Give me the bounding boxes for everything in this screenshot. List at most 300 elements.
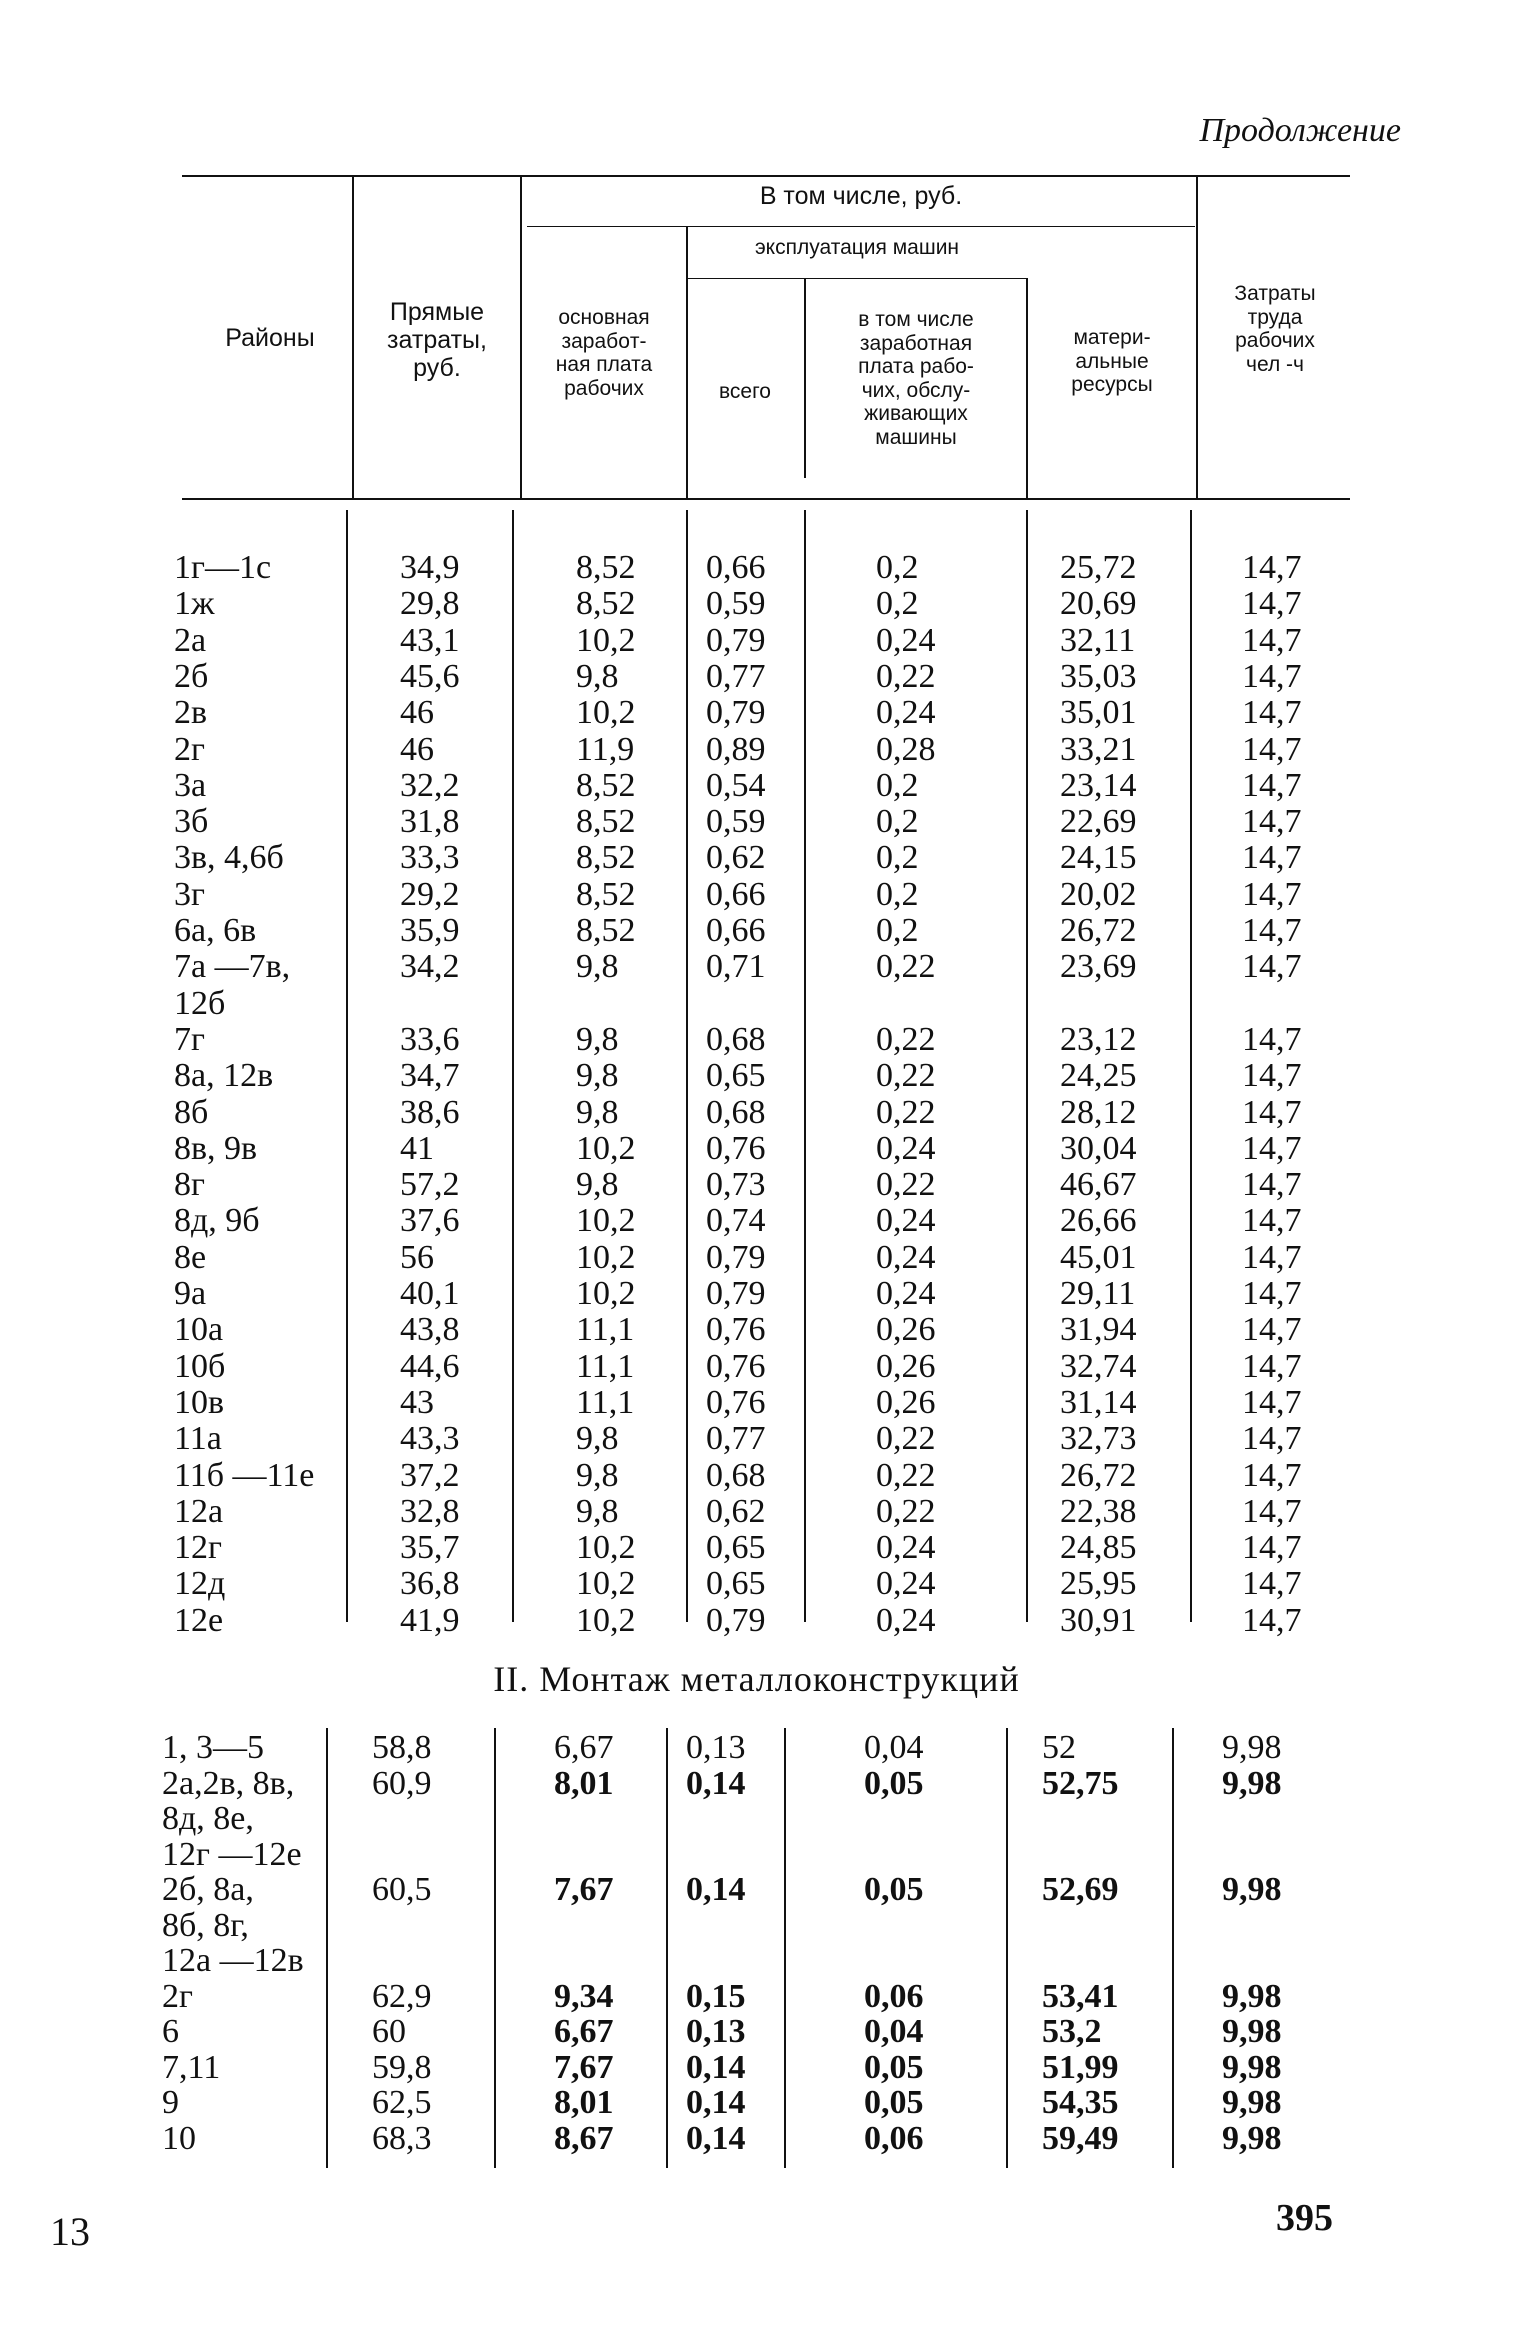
cell-region: 2а,2в, 8в, [162, 1764, 295, 1802]
table-row [174, 1566, 1374, 1602]
cell-mat: 53,41 [1042, 1977, 1119, 2015]
cell-region: 2б, 8а, [162, 1871, 254, 1908]
cell-wage: 8,52 [576, 912, 636, 949]
cell-direct: 60,5 [372, 1871, 432, 1908]
cell-region: 2г [174, 730, 205, 768]
cell-direct: 60,9 [372, 1764, 432, 1802]
cell-mwage: 0,24 [876, 694, 936, 732]
cell-region: 3б [174, 803, 209, 841]
table-row [174, 986, 1374, 1022]
cell-direct: 36,8 [400, 1565, 460, 1603]
cell-direct: 35,7 [400, 1529, 460, 1567]
hv-2 [520, 175, 522, 498]
cell-mwage: 0,24 [876, 1565, 936, 1603]
cell-mwage: 0,22 [876, 1093, 936, 1131]
cell-mwage: 0,22 [876, 1492, 936, 1530]
cell-direct: 37,2 [400, 1456, 460, 1494]
cell-mwage: 0,2 [876, 875, 919, 913]
cell-mwage: 0,22 [876, 1456, 936, 1494]
cell-all: 0,89 [706, 730, 766, 768]
cell-mat: 52 [1042, 1729, 1076, 1766]
cell-labor: 14,7 [1242, 875, 1302, 913]
cell-wage: 9,8 [576, 1456, 619, 1494]
cell-mwage: 0,05 [864, 1871, 924, 1908]
cell-labor: 9,98 [1222, 2013, 1282, 2050]
cell-mat: 22,38 [1060, 1492, 1137, 1530]
table-row [174, 1312, 1374, 1348]
cell-labor: 14,7 [1242, 1565, 1302, 1603]
cell-all: 0,65 [706, 1565, 766, 1603]
cell-all: 0,76 [706, 1383, 766, 1421]
cell-wage: 8,67 [554, 2119, 614, 2157]
cell-region: 7,11 [162, 2048, 221, 2086]
cell-mwage: 0,26 [876, 1311, 936, 1349]
table-row [174, 1022, 1374, 1058]
cell-wage: 11,1 [576, 1311, 635, 1349]
cell-region: 7г [174, 1020, 205, 1058]
cell-region: 10 [162, 2119, 196, 2157]
cell-region: 3г [174, 875, 205, 913]
cell-mat: 24,25 [1060, 1057, 1137, 1095]
cell-wage: 9,8 [576, 1093, 619, 1131]
cell-mat: 32,74 [1060, 1347, 1137, 1385]
cell-region: 10в [174, 1383, 225, 1421]
cell-all: 0,65 [706, 1057, 766, 1095]
header-regions: Районы [225, 324, 315, 352]
cell-mat: 30,91 [1060, 1601, 1137, 1639]
table-row [174, 1240, 1374, 1276]
table-row [174, 913, 1374, 949]
cell-direct: 43,3 [400, 1420, 460, 1458]
table-row [174, 550, 1374, 586]
cell-labor: 14,7 [1242, 1020, 1302, 1058]
header-labor: Затраты труда рабочих чел -ч [1234, 282, 1316, 376]
hv-5 [1026, 278, 1028, 498]
cell-labor: 14,7 [1242, 803, 1302, 841]
cell-direct: 68,3 [372, 2119, 432, 2157]
cell-direct: 62,9 [372, 1977, 432, 2015]
cell-all: 0,14 [686, 2084, 746, 2121]
cell-mwage: 0,24 [876, 1238, 936, 1276]
cell-all: 0,79 [706, 694, 766, 732]
cell-labor: 9,98 [1222, 1977, 1282, 2015]
cell-direct: 32,8 [400, 1492, 460, 1530]
table-row [162, 2050, 1362, 2086]
header-including-wage: в том числе заработная плата рабо- чих, обслу- живающих машины [858, 308, 974, 449]
cell-mwage: 0,24 [876, 1275, 936, 1312]
header-including: В том числе, руб. [759, 182, 963, 210]
cell-all: 0,66 [706, 549, 766, 586]
cell-wage: 8,01 [554, 1764, 614, 1802]
cell-region: 3а [174, 766, 207, 804]
cell-all: 0,65 [706, 1529, 766, 1567]
cell-mat: 20,69 [1060, 585, 1137, 623]
cell-labor: 9,98 [1222, 2119, 1282, 2157]
table-row [174, 1131, 1374, 1167]
cell-labor: 14,7 [1242, 1347, 1302, 1385]
cell-direct: 46 [400, 730, 434, 768]
cell-region: 8д, 9б [174, 1202, 260, 1240]
cell-region: 12а [174, 1492, 224, 1530]
cell-labor: 14,7 [1242, 1420, 1302, 1458]
table-row [174, 732, 1374, 768]
cell-all: 0,68 [706, 1456, 766, 1494]
cell-mwage: 0,05 [864, 1764, 924, 1802]
cell-labor: 14,7 [1242, 1529, 1302, 1567]
cell-region: 8а, 12в [174, 1057, 274, 1095]
table-row [162, 1979, 1362, 2015]
cell-mat: 52,75 [1042, 1764, 1119, 1802]
cell-region: 10а [174, 1311, 224, 1349]
cell-direct: 45,6 [400, 657, 460, 695]
cell-direct: 44,6 [400, 1347, 460, 1385]
cell-labor: 14,7 [1242, 948, 1302, 986]
cell-wage: 9,8 [576, 1057, 619, 1095]
cell-region: 1, 3—5 [162, 1729, 264, 1766]
table-row [162, 1766, 1362, 1802]
cell-mwage: 0,26 [876, 1383, 936, 1421]
table-row [174, 1603, 1374, 1639]
table-row [174, 1095, 1374, 1131]
cell-all: 0,68 [706, 1020, 766, 1058]
cell-mwage: 0,24 [876, 621, 936, 659]
cell-direct: 43,8 [400, 1311, 460, 1349]
hv-1 [352, 175, 354, 498]
cell-mwage: 0,04 [864, 2013, 924, 2050]
cell-region: 2а [174, 621, 207, 659]
cell-mat: 25,95 [1060, 1565, 1137, 1603]
table-row [162, 1943, 1362, 1979]
cell-mat: 20,02 [1060, 875, 1137, 913]
cell-all: 0,14 [686, 2048, 746, 2086]
cell-wage: 9,8 [576, 1020, 619, 1058]
header-all: всего [719, 380, 771, 403]
cell-mwage: 0,22 [876, 948, 936, 986]
table-row [174, 659, 1374, 695]
header-machines: эксплуатация машин [754, 236, 960, 259]
cell-all: 0,59 [706, 585, 766, 623]
hv-4 [804, 278, 806, 478]
cell-wage: 9,8 [576, 1492, 619, 1530]
cell-wage: 8,52 [576, 549, 636, 586]
table-row [174, 1458, 1374, 1494]
cell-region: 2г [162, 1977, 193, 2015]
cell-mwage: 0,04 [864, 1729, 924, 1766]
cell-labor: 14,7 [1242, 1093, 1302, 1131]
cell-all: 0,76 [706, 1129, 766, 1167]
cell-wage: 11,9 [576, 730, 635, 768]
cell-direct: 35,9 [400, 912, 460, 949]
header-materials: матери- альные ресурсы [1071, 326, 1153, 397]
cell-wage: 10,2 [576, 1275, 636, 1312]
cell-all: 0,79 [706, 1238, 766, 1276]
cell-mat: 32,73 [1060, 1420, 1137, 1458]
cell-mat: 28,12 [1060, 1093, 1137, 1131]
cell-labor: 14,7 [1242, 1166, 1302, 1204]
cell-wage: 10,2 [576, 1238, 636, 1276]
cell-mwage: 0,2 [876, 803, 919, 841]
cell-mat: 54,35 [1042, 2084, 1119, 2121]
cell-labor: 9,98 [1222, 1764, 1282, 1802]
header-bottom-rule [182, 498, 1350, 500]
cell-labor: 14,7 [1242, 730, 1302, 768]
table-row [174, 1276, 1374, 1312]
cell-labor: 14,7 [1242, 1383, 1302, 1421]
cell-mwage: 0,2 [876, 766, 919, 804]
table-row [174, 877, 1374, 913]
cell-direct: 46 [400, 694, 434, 732]
cell-direct: 58,8 [372, 1729, 432, 1766]
table-row [174, 695, 1374, 731]
cell-direct: 34,7 [400, 1057, 460, 1095]
cell-wage: 7,67 [554, 2048, 614, 2086]
cell-all: 0,79 [706, 621, 766, 659]
cell-labor: 14,7 [1242, 766, 1302, 804]
cell-mat: 46,67 [1060, 1166, 1137, 1204]
cell-all: 0,15 [686, 1977, 746, 2015]
table-row [174, 1058, 1374, 1094]
cell-region: 8в, 9в [174, 1129, 258, 1167]
cell-all: 0,62 [706, 839, 766, 877]
cell-direct: 29,2 [400, 875, 460, 913]
cell-all: 0,14 [686, 2119, 746, 2157]
table-row [162, 1730, 1362, 1766]
cell-direct: 41 [400, 1129, 434, 1167]
cell-mwage: 0,26 [876, 1347, 936, 1385]
table-row [174, 623, 1374, 659]
table-row [174, 1494, 1374, 1530]
table-row [174, 804, 1374, 840]
cell-mat: 25,72 [1060, 549, 1137, 586]
cell-labor: 9,98 [1222, 2084, 1282, 2121]
table-row [162, 1837, 1362, 1873]
cell-region: 8е [174, 1238, 207, 1276]
cell-direct: 41,9 [400, 1601, 460, 1639]
cell-labor: 14,7 [1242, 839, 1302, 877]
cell-all: 0,76 [706, 1347, 766, 1385]
cell-wage: 11,1 [576, 1347, 635, 1385]
table-row [162, 2121, 1362, 2157]
hv-3 [686, 226, 688, 498]
cell-mat: 35,01 [1060, 694, 1137, 732]
cell-region: 12б [174, 984, 226, 1022]
cell-labor: 14,7 [1242, 912, 1302, 949]
header-base-wage: основная зарабoт- ная плата рабочих [555, 306, 653, 400]
cell-wage: 6,67 [554, 1729, 614, 1766]
table-row [174, 586, 1374, 622]
cell-direct: 33,3 [400, 839, 460, 877]
cell-direct: 31,8 [400, 803, 460, 841]
including-rule [527, 226, 1195, 227]
cell-mwage: 0,05 [864, 2084, 924, 2121]
cell-wage: 8,52 [576, 766, 636, 804]
cell-region: 12е [174, 1601, 224, 1639]
cell-direct: 33,6 [400, 1020, 460, 1058]
cell-region: 10б [174, 1347, 226, 1385]
cell-direct: 62,5 [372, 2084, 432, 2121]
cell-mwage: 0,06 [864, 1977, 924, 2015]
cell-wage: 8,52 [576, 803, 636, 841]
cell-labor: 14,7 [1242, 549, 1302, 586]
cell-region: 6 [162, 2013, 179, 2050]
cell-labor: 14,7 [1242, 1238, 1302, 1276]
cell-all: 0,77 [706, 1420, 766, 1458]
cell-wage: 10,2 [576, 694, 636, 732]
cell-wage: 8,52 [576, 839, 636, 877]
table-row [174, 1385, 1374, 1421]
cell-direct: 37,6 [400, 1202, 460, 1240]
cell-wage: 8,52 [576, 875, 636, 913]
cell-mwage: 0,24 [876, 1129, 936, 1167]
cell-labor: 14,7 [1242, 1129, 1302, 1167]
hv-6 [1196, 175, 1198, 498]
cell-region: 2б [174, 657, 209, 695]
header-top-rule [182, 175, 1350, 177]
cell-wage: 9,8 [576, 948, 619, 986]
cell-wage: 7,67 [554, 1871, 614, 1908]
table-row [162, 2085, 1362, 2121]
cell-all: 0,79 [706, 1601, 766, 1639]
table-row [174, 1421, 1374, 1457]
cell-mat: 24,15 [1060, 839, 1137, 877]
cell-mat: 24,85 [1060, 1529, 1137, 1567]
machines-rule [688, 278, 1028, 279]
cell-region: 8г [174, 1166, 205, 1204]
table-row [174, 768, 1374, 804]
cell-all: 0,77 [706, 657, 766, 695]
cell-wage: 11,1 [576, 1383, 635, 1421]
cell-mat: 23,69 [1060, 948, 1137, 986]
cell-all: 0,14 [686, 1871, 746, 1908]
cell-all: 0,54 [706, 766, 766, 804]
cell-mat: 22,69 [1060, 803, 1137, 841]
cell-region: 6а, 6в [174, 912, 257, 949]
cell-labor: 9,98 [1222, 1871, 1282, 1908]
cell-wage: 10,2 [576, 1202, 636, 1240]
cell-region: 1ж [174, 585, 215, 623]
cell-wage: 6,67 [554, 2013, 614, 2050]
table-row [162, 1908, 1362, 1944]
cell-all: 0,68 [706, 1093, 766, 1131]
cell-wage: 9,8 [576, 657, 619, 695]
cell-all: 0,13 [686, 2013, 746, 2050]
cell-mat: 45,01 [1060, 1238, 1137, 1276]
cell-labor: 14,7 [1242, 694, 1302, 732]
table-row [162, 2014, 1362, 2050]
cell-region: 1г—1с [174, 549, 272, 586]
cell-mwage: 0,2 [876, 549, 919, 586]
cell-direct: 34,9 [400, 549, 460, 586]
cell-mat: 31,94 [1060, 1311, 1137, 1349]
cell-all: 0,66 [706, 875, 766, 913]
table-row [162, 1872, 1362, 1908]
cell-region: 11а [174, 1420, 222, 1458]
cell-labor: 9,98 [1222, 2048, 1282, 2086]
cell-all: 0,13 [686, 1729, 746, 1766]
cell-direct: 59,8 [372, 2048, 432, 2086]
cell-direct: 29,8 [400, 585, 460, 623]
cell-direct: 34,2 [400, 948, 460, 986]
cell-mat: 53,2 [1042, 2013, 1102, 2050]
cell-labor: 14,7 [1242, 1311, 1302, 1349]
cell-all: 0,76 [706, 1311, 766, 1349]
cell-labor: 14,7 [1242, 585, 1302, 623]
cell-mat: 35,03 [1060, 657, 1137, 695]
cell-mat: 51,99 [1042, 2048, 1119, 2086]
cell-mwage: 0,24 [876, 1529, 936, 1567]
cell-mwage: 0,05 [864, 2048, 924, 2086]
cell-mat: 31,14 [1060, 1383, 1137, 1421]
table-row [174, 1349, 1374, 1385]
cell-wage: 10,2 [576, 1565, 636, 1603]
cell-labor: 14,7 [1242, 1492, 1302, 1530]
cell-region: 11б —11е [174, 1456, 315, 1494]
cell-labor: 14,7 [1242, 1601, 1302, 1639]
continuation-label: Продолжение [1199, 112, 1401, 149]
cell-all: 0,79 [706, 1275, 766, 1312]
cell-mat: 30,04 [1060, 1129, 1137, 1167]
cell-region: 12д [174, 1565, 226, 1603]
cell-region: 12а —12в [162, 1942, 304, 1979]
cell-region: 8д, 8е, [162, 1800, 254, 1837]
cell-region: 9 [162, 2084, 179, 2121]
cell-direct: 32,2 [400, 766, 460, 804]
cell-region: 7а —7в, [174, 948, 291, 986]
cell-mwage: 0,22 [876, 1166, 936, 1204]
page-number: 395 [1276, 2197, 1333, 2239]
cell-mwage: 0,2 [876, 839, 919, 877]
cell-all: 0,66 [706, 912, 766, 949]
cell-mwage: 0,22 [876, 657, 936, 695]
cell-direct: 60 [372, 2013, 406, 2050]
cell-wage: 10,2 [576, 621, 636, 659]
cell-all: 0,62 [706, 1492, 766, 1530]
cell-mat: 52,69 [1042, 1871, 1119, 1908]
cell-labor: 14,7 [1242, 1057, 1302, 1095]
cell-mat: 29,11 [1060, 1275, 1136, 1312]
cell-wage: 9,8 [576, 1166, 619, 1204]
cell-wage: 8,01 [554, 2084, 614, 2121]
section-title: II. Монтаж металлоконструкций [493, 1659, 1020, 1699]
cell-region: 9а [174, 1275, 207, 1312]
cell-wage: 9,8 [576, 1420, 619, 1458]
table-row [174, 840, 1374, 876]
cell-direct: 38,6 [400, 1093, 460, 1131]
cell-region: 8б [174, 1093, 209, 1131]
cell-region: 3в, 4,6б [174, 839, 284, 877]
cell-labor: 14,7 [1242, 1456, 1302, 1494]
cell-direct: 43,1 [400, 621, 460, 659]
cell-labor: 14,7 [1242, 657, 1302, 695]
cell-mwage: 0,24 [876, 1202, 936, 1240]
cell-mwage: 0,28 [876, 730, 936, 768]
header-direct: Прямые затраты, руб. [387, 298, 487, 382]
cell-mwage: 0,06 [864, 2119, 924, 2157]
cell-mwage: 0,22 [876, 1057, 936, 1095]
cell-wage: 10,2 [576, 1129, 636, 1167]
cell-mwage: 0,22 [876, 1420, 936, 1458]
table-row [174, 1203, 1374, 1239]
cell-mat: 32,11 [1060, 621, 1136, 659]
cell-mat: 23,14 [1060, 766, 1137, 804]
cell-mat: 59,49 [1042, 2119, 1119, 2157]
cell-labor: 9,98 [1222, 1729, 1282, 1766]
signature-number: 13 [50, 2209, 90, 2254]
cell-labor: 14,7 [1242, 621, 1302, 659]
cell-mwage: 0,2 [876, 585, 919, 623]
cell-wage: 10,2 [576, 1601, 636, 1639]
cell-direct: 40,1 [400, 1275, 460, 1312]
